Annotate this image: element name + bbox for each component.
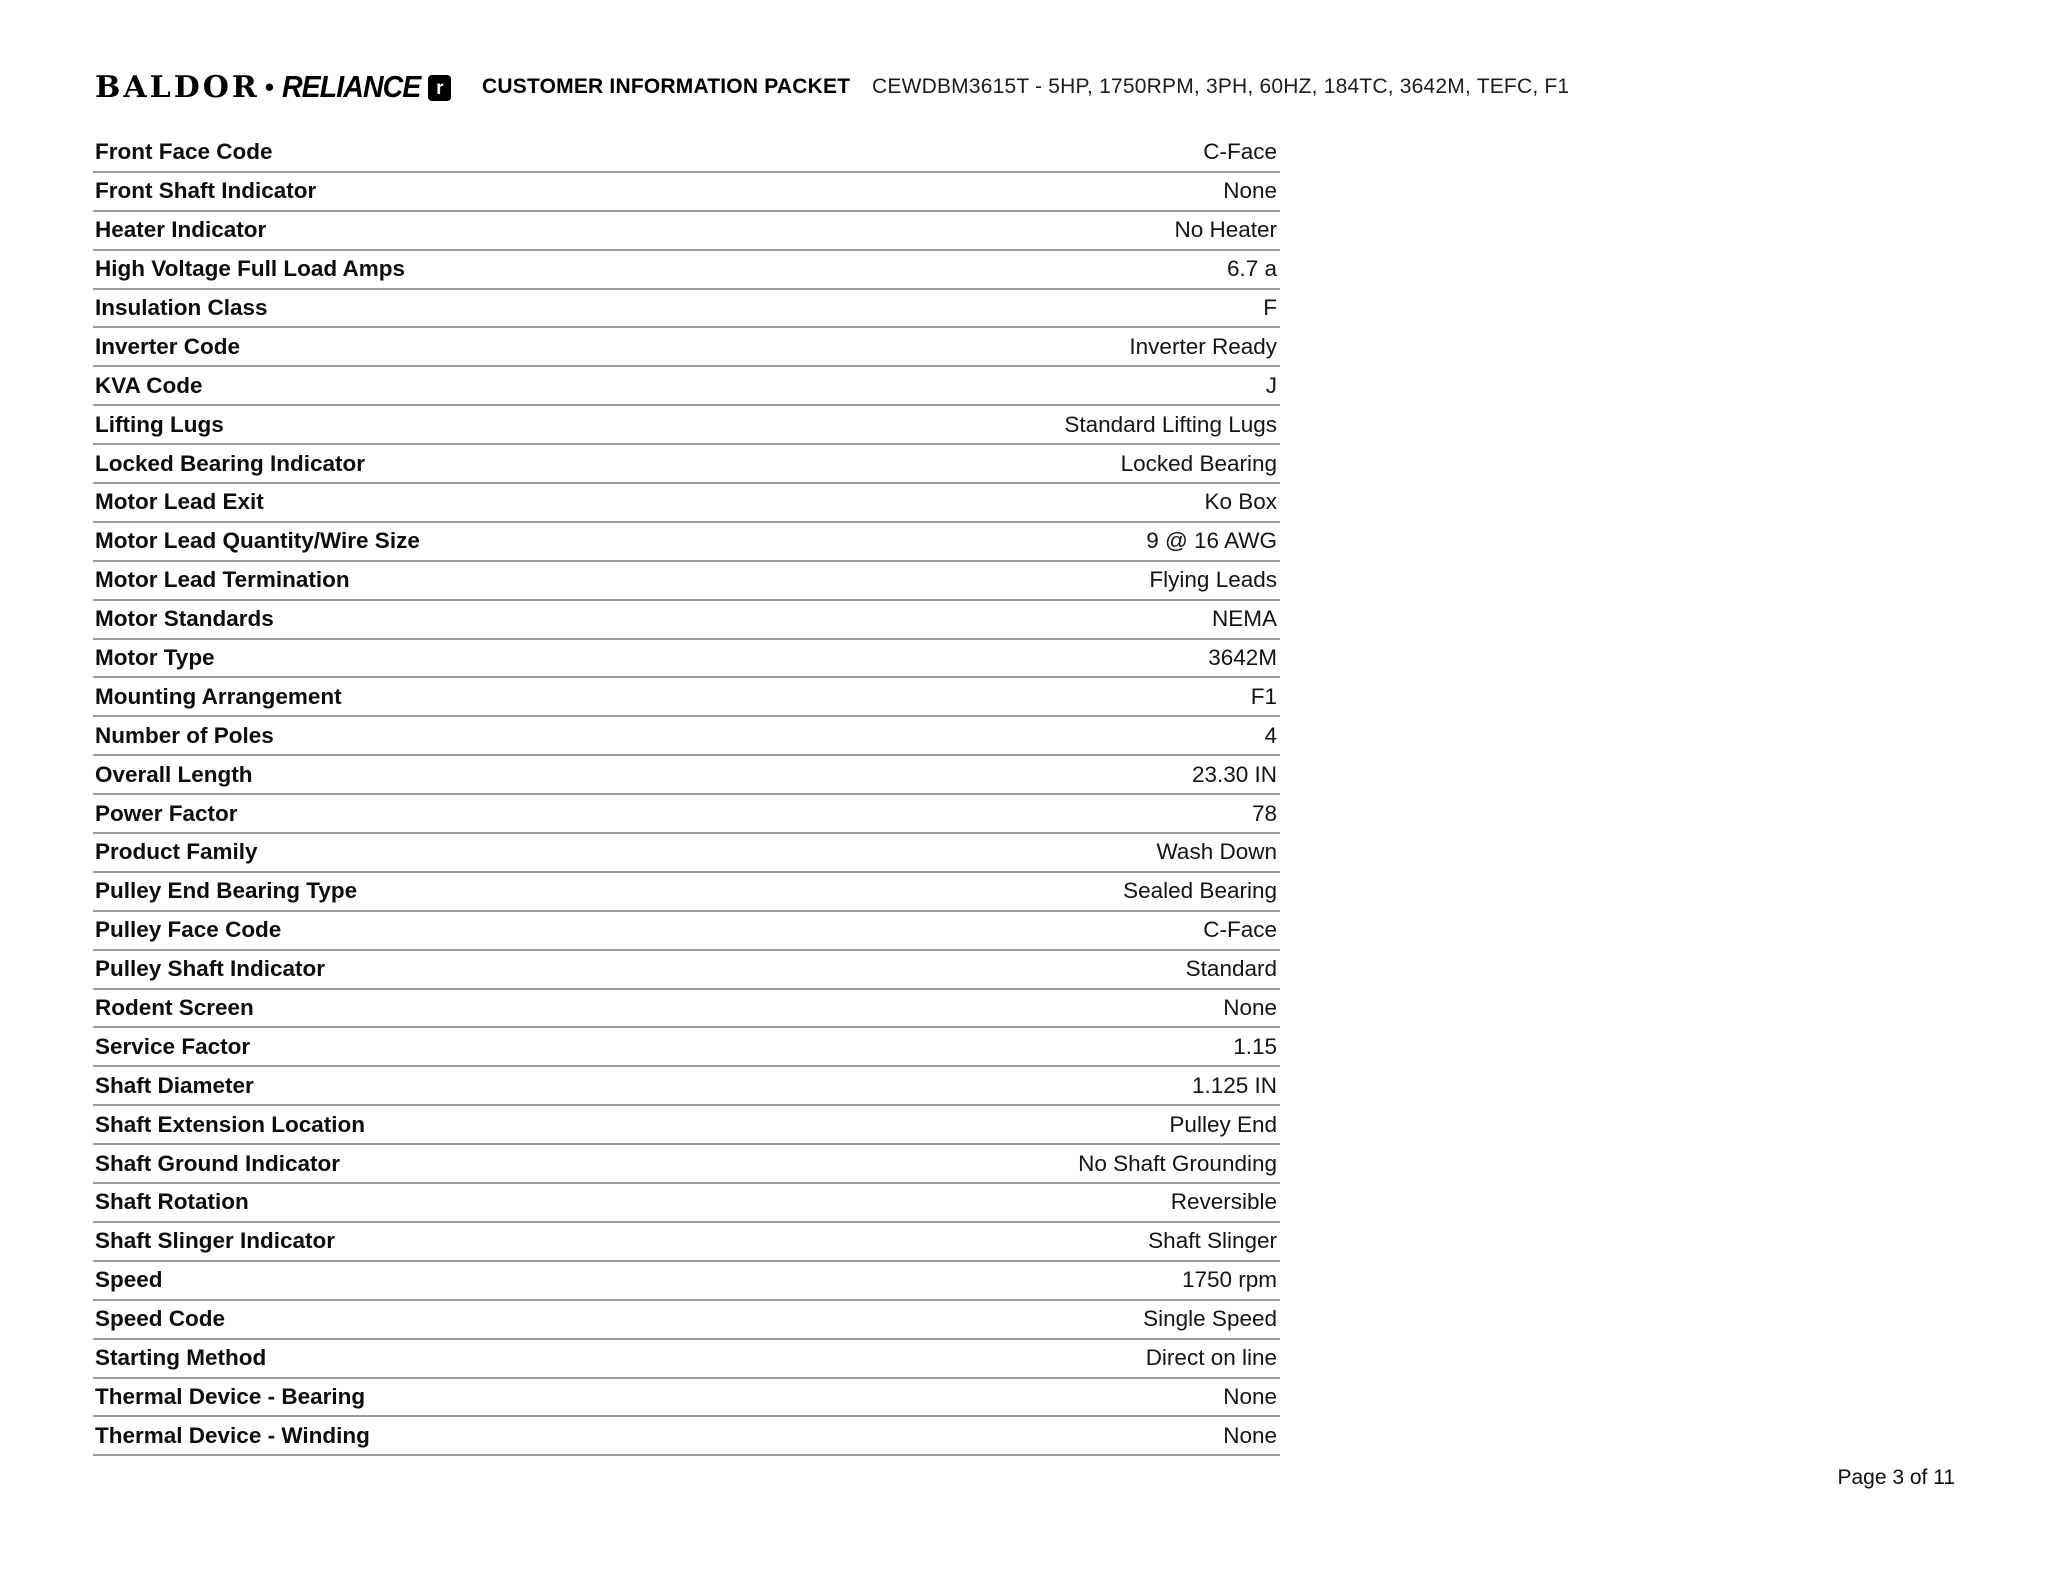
spec-table-row: [93, 1379, 1280, 1418]
spec-table-row: [93, 873, 1280, 912]
spec-value: 78: [1251, 800, 1277, 826]
spec-table: [93, 134, 1280, 1456]
spec-value: None: [1223, 1422, 1277, 1448]
spec-table-row: [93, 134, 1280, 173]
spec-label: Pulley End Bearing Type: [95, 878, 358, 904]
spec-table-row: [93, 912, 1280, 951]
spec-value: No Shaft Grounding: [1078, 1150, 1277, 1176]
spec-table-row: [93, 601, 1280, 640]
spec-value: 6.7 a: [1226, 256, 1277, 282]
spec-label: Starting Method: [95, 1345, 267, 1371]
spec-label: Shaft Ground Indicator: [95, 1150, 340, 1176]
spec-table-row: [93, 1340, 1280, 1379]
spec-value: 9 @ 16 AWG: [1146, 528, 1277, 554]
spec-table-row: [93, 640, 1280, 679]
spec-label: Pulley Face Code: [95, 917, 282, 943]
spec-table-row: [93, 328, 1280, 367]
spec-value: Reversible: [1170, 1189, 1277, 1215]
spec-value: 4: [1264, 722, 1277, 748]
spec-label: Thermal Device - Winding: [95, 1422, 370, 1448]
spec-value: 23.30 IN: [1191, 761, 1277, 787]
spec-label: KVA Code: [95, 372, 203, 398]
spec-value: Sealed Bearing: [1123, 878, 1277, 904]
spec-value: Pulley End: [1169, 1111, 1277, 1137]
spec-label: High Voltage Full Load Amps: [95, 256, 406, 282]
spec-label: Locked Bearing Indicator: [95, 450, 366, 476]
spec-label: Overall Length: [95, 761, 253, 787]
spec-value: None: [1223, 1383, 1277, 1409]
spec-table-row: [93, 1301, 1280, 1340]
spec-label: Thermal Device - Bearing: [95, 1383, 366, 1409]
spec-label: Power Factor: [95, 800, 238, 826]
spec-value: C-Face: [1203, 139, 1277, 165]
spec-table-row: [93, 1145, 1280, 1184]
spec-table-row: [93, 367, 1280, 406]
spec-table-row: [93, 484, 1280, 523]
spec-table-row: [93, 406, 1280, 445]
spec-label: Pulley Shaft Indicator: [95, 956, 326, 982]
spec-label: Front Face Code: [95, 139, 273, 165]
spec-value: NEMA: [1211, 606, 1277, 632]
spec-label: Motor Lead Termination: [95, 567, 350, 593]
spec-table-row: [93, 678, 1280, 717]
page-number: Page 3 of 11: [1837, 1466, 1955, 1489]
spec-label: Motor Lead Exit: [95, 489, 264, 515]
spec-value: Flying Leads: [1149, 567, 1277, 593]
spec-value: C-Face: [1203, 917, 1277, 943]
spec-table-row: [93, 1417, 1280, 1456]
spec-table-row: [93, 834, 1280, 873]
logo-reliance-text: RELIANCE: [281, 69, 421, 104]
spec-value: 1.125 IN: [1191, 1072, 1277, 1098]
spec-value: Standard Lifting Lugs: [1064, 411, 1277, 437]
baldor-reliance-logo: [95, 70, 451, 104]
spec-value: 1.15: [1233, 1033, 1277, 1059]
reliance-r-mark-icon: r: [428, 75, 451, 101]
spec-table-row: [93, 251, 1280, 290]
spec-table-row: [93, 173, 1280, 212]
spec-table-row: [93, 212, 1280, 251]
spec-value: None: [1223, 995, 1277, 1021]
spec-label: Mounting Arrangement: [95, 683, 342, 709]
spec-label: Number of Poles: [95, 722, 274, 748]
spec-table-row: [93, 1223, 1280, 1262]
logo-baldor-text: BALDOR: [95, 69, 260, 105]
spec-label: Speed Code: [95, 1306, 226, 1332]
spec-label: Insulation Class: [95, 295, 268, 320]
spec-value: J: [1265, 372, 1277, 398]
spec-value: Direct on line: [1145, 1345, 1277, 1371]
spec-value: None: [1223, 178, 1277, 204]
spec-label: Lifting Lugs: [95, 411, 224, 437]
spec-label: Shaft Rotation: [95, 1189, 249, 1215]
document-title: CUSTOMER INFORMATION PACKET: [482, 75, 851, 98]
spec-value: 1750 rpm: [1181, 1267, 1277, 1293]
spec-table-row: [93, 1262, 1280, 1301]
spec-label: Motor Lead Quantity/Wire Size: [95, 528, 420, 554]
spec-label: Shaft Diameter: [95, 1072, 254, 1098]
spec-table-row: [93, 951, 1280, 990]
spec-table-row: [93, 523, 1280, 562]
spec-table-row: [93, 1028, 1280, 1067]
spec-table-row: [93, 795, 1280, 834]
logo-dot-separator: •: [264, 71, 274, 102]
spec-table-row: [93, 1106, 1280, 1145]
spec-label: Inverter Code: [95, 333, 241, 359]
spec-label: Front Shaft Indicator: [95, 178, 317, 204]
product-spec-line: CEWDBM3615T - 5HP, 1750RPM, 3PH, 60HZ, 184TC, 3642M, TEFC, F1: [872, 75, 1570, 98]
spec-value: F1: [1250, 683, 1277, 709]
spec-label: Rodent Screen: [95, 995, 254, 1021]
spec-label: Shaft Slinger Indicator: [95, 1228, 336, 1254]
spec-table-row: [93, 562, 1280, 601]
spec-value: Locked Bearing: [1120, 450, 1277, 476]
spec-label: Product Family: [95, 839, 258, 865]
spec-label: Service Factor: [95, 1033, 251, 1059]
spec-label: Heater Indicator: [95, 217, 267, 243]
spec-value: Shaft Slinger: [1148, 1228, 1277, 1254]
spec-value: 3642M: [1208, 645, 1277, 671]
spec-value: Ko Box: [1204, 489, 1277, 515]
spec-value: Wash Down: [1156, 839, 1277, 865]
spec-value: F: [1263, 295, 1277, 320]
spec-table-row: [93, 990, 1280, 1029]
spec-table-row: [93, 290, 1280, 329]
spec-label: Speed: [95, 1267, 163, 1293]
spec-label: Shaft Extension Location: [95, 1111, 366, 1137]
spec-value: Single Speed: [1143, 1306, 1277, 1332]
spec-value: Inverter Ready: [1129, 333, 1277, 359]
spec-table-row: [93, 717, 1280, 756]
spec-table-row: [93, 1184, 1280, 1223]
spec-table-row: [93, 445, 1280, 484]
spec-table-row: [93, 756, 1280, 795]
spec-value: No Heater: [1174, 217, 1277, 243]
spec-label: Motor Standards: [95, 606, 274, 632]
spec-label: Motor Type: [95, 645, 215, 671]
spec-table-row: [93, 1067, 1280, 1106]
spec-value: Standard: [1185, 956, 1277, 982]
